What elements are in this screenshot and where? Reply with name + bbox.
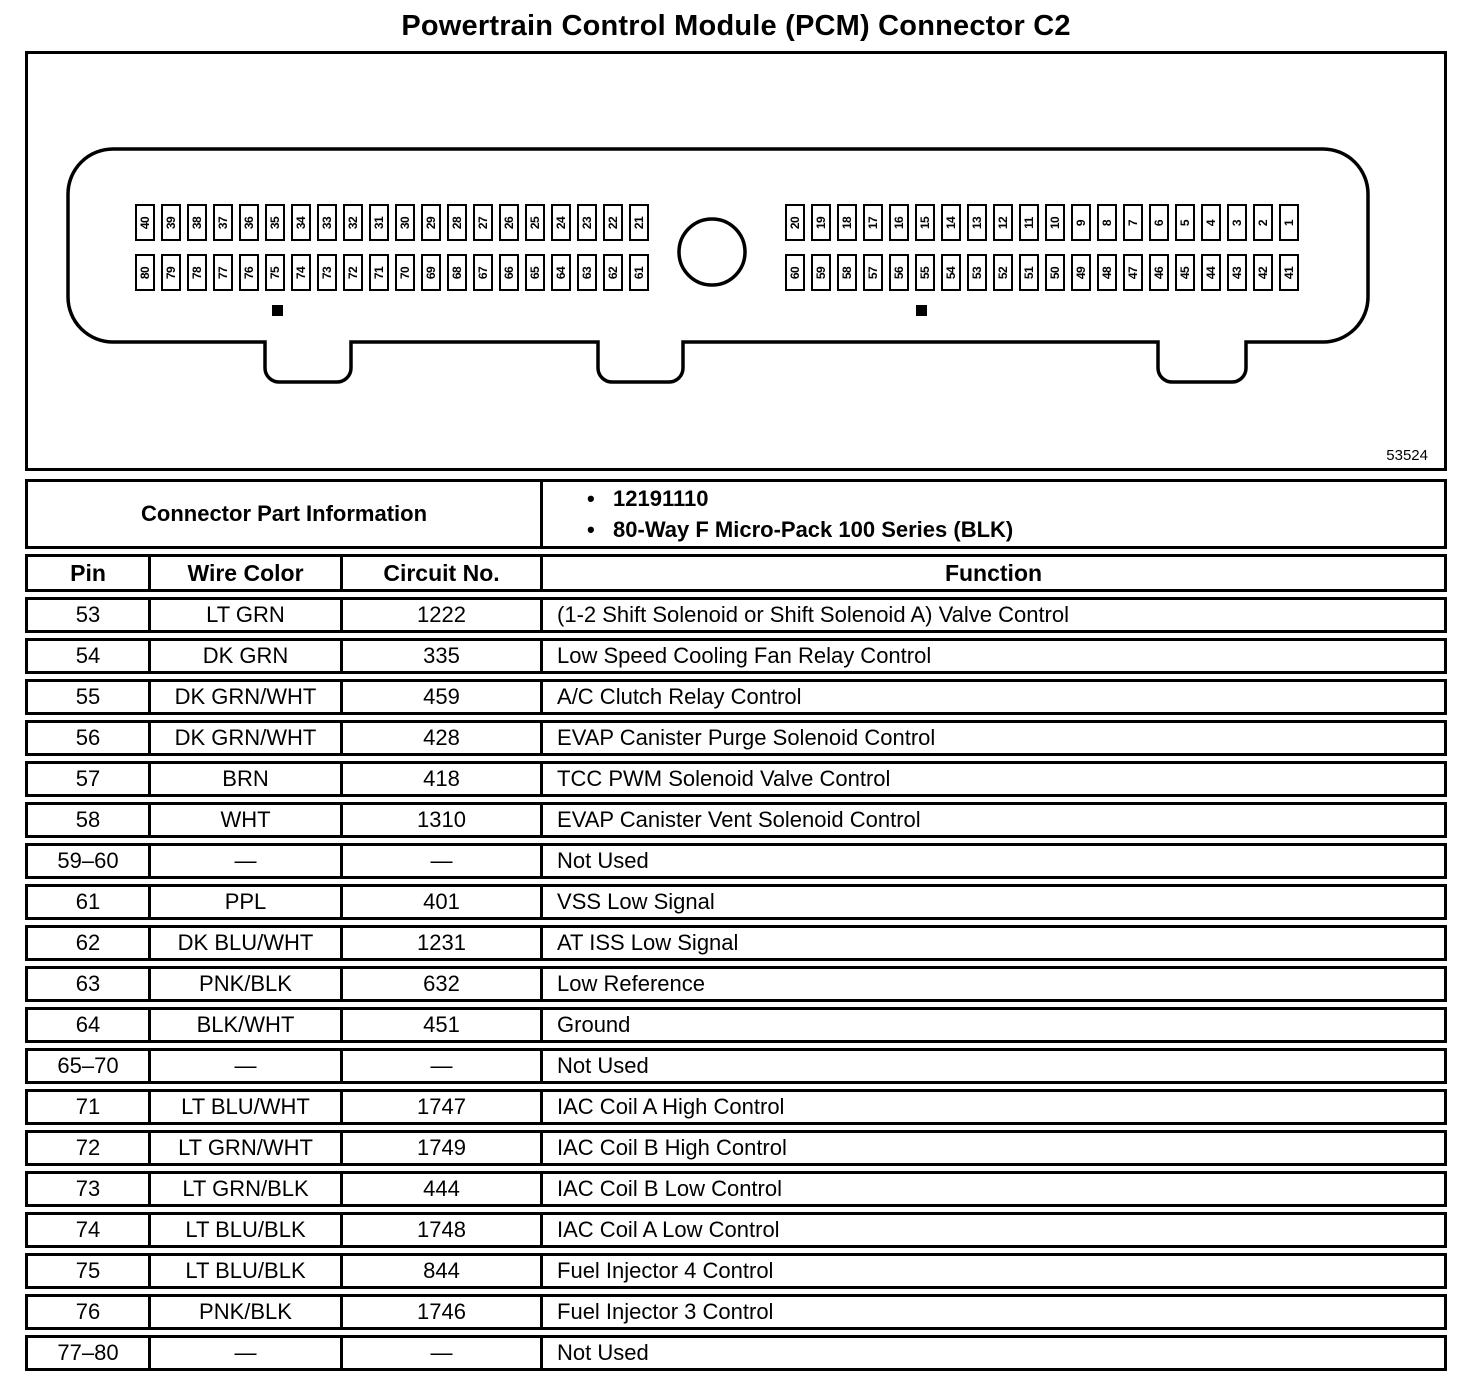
pin-67 [473, 254, 493, 291]
pin-23 [577, 204, 597, 241]
pin-cell: 57 [25, 761, 151, 797]
wire-color-cell: LT GRN/WHT [151, 1130, 343, 1166]
pin-number: 7 [1126, 219, 1140, 226]
pin-31 [369, 204, 389, 241]
circuit-no-cell: 1749 [343, 1130, 543, 1166]
pin-79 [161, 254, 181, 291]
pin-7 [1123, 204, 1143, 241]
pin-cell: 55 [25, 679, 151, 715]
pin-17 [863, 204, 883, 241]
pin-76 [239, 254, 259, 291]
table-row [25, 720, 1447, 756]
table-row [25, 679, 1447, 715]
pin-57 [863, 254, 883, 291]
pin-number: 24 [553, 216, 568, 229]
pin-45 [1175, 254, 1195, 291]
pin-number: 53 [969, 266, 984, 279]
column-header-function: Function [543, 554, 1447, 592]
function-cell: Fuel Injector 4 Control [543, 1253, 1447, 1289]
pin-30 [395, 204, 415, 241]
pin-number: 43 [1229, 266, 1244, 279]
pin-cell: 62 [25, 925, 151, 961]
pin-73 [317, 254, 337, 291]
pin-60 [785, 254, 805, 291]
wire-color-cell: DK GRN/WHT [151, 720, 343, 756]
pin-cell: 56 [25, 720, 151, 756]
connector-series-text: 80-Way F Micro-Pack 100 Series (BLK) [613, 517, 1014, 542]
bullet-icon: • [587, 486, 595, 511]
connector-keyway-circle [679, 219, 745, 285]
circuit-no-cell: 632 [343, 966, 543, 1002]
pin-38 [187, 204, 207, 241]
wire-color-cell: PNK/BLK [151, 966, 343, 1002]
bullet-icon: • [587, 517, 595, 542]
wire-color-cell: DK GRN [151, 638, 343, 674]
pin-74 [291, 254, 311, 291]
wire-color-cell: DK GRN/WHT [151, 679, 343, 715]
table-row [25, 1130, 1447, 1166]
function-cell: AT ISS Low Signal [543, 925, 1447, 961]
pin-55 [915, 254, 935, 291]
pin-25 [525, 204, 545, 241]
pin-number: 15 [917, 216, 932, 229]
pin-number: 64 [553, 266, 568, 279]
page-title: Powertrain Control Module (PCM) Connector C2 [401, 10, 1071, 42]
pin-number: 14 [943, 216, 958, 229]
circuit-no-cell: 844 [343, 1253, 543, 1289]
function-cell: IAC Coil A Low Control [543, 1212, 1447, 1248]
wire-color-cell: — [151, 1335, 343, 1371]
pin-number: 21 [631, 216, 646, 229]
table-row [25, 966, 1447, 1002]
pin-44 [1201, 254, 1221, 291]
pin-row-left-bottom [135, 254, 649, 291]
pin-number: 74 [293, 266, 308, 279]
pin-number: 12 [995, 216, 1010, 229]
pin-number: 2 [1256, 219, 1270, 226]
pin-number: 8 [1100, 219, 1114, 226]
circuit-no-cell: 1231 [343, 925, 543, 961]
pin-14 [941, 204, 961, 241]
pin-number: 16 [891, 216, 906, 229]
function-cell: IAC Coil B Low Control [543, 1171, 1447, 1207]
table-row [25, 1253, 1447, 1289]
pin-cell: 74 [25, 1212, 151, 1248]
pin-70 [395, 254, 415, 291]
pin-number: 37 [215, 216, 230, 229]
figure-number: 53524 [1386, 447, 1428, 464]
pin-5 [1175, 204, 1195, 241]
pin-78 [187, 254, 207, 291]
table-row [25, 802, 1447, 838]
circuit-no-cell: 1222 [343, 597, 543, 633]
pin-51 [1019, 254, 1039, 291]
wire-color-cell: LT BLU/WHT [151, 1089, 343, 1125]
pin-number: 65 [527, 266, 542, 279]
pin-41 [1279, 254, 1299, 291]
pin-number: 34 [293, 216, 308, 229]
pin-26 [499, 204, 519, 241]
function-cell: A/C Clutch Relay Control [543, 679, 1447, 715]
part-info-bullets [543, 479, 1447, 549]
pin-40 [135, 204, 155, 241]
pin-number: 50 [1047, 266, 1062, 279]
pin-number: 79 [163, 266, 178, 279]
pin-number: 22 [605, 216, 620, 229]
pin-47 [1123, 254, 1143, 291]
pin-cell: 53 [25, 597, 151, 633]
pin-number: 58 [839, 266, 854, 279]
pin-52 [993, 254, 1013, 291]
pin-21 [629, 204, 649, 241]
wire-color-cell: PPL [151, 884, 343, 920]
circuit-no-cell: 428 [343, 720, 543, 756]
pin-number: 39 [163, 216, 178, 229]
pin-69 [421, 254, 441, 291]
pin-71 [369, 254, 389, 291]
table-row [25, 925, 1447, 961]
circuit-no-cell: — [343, 843, 543, 879]
pin-number: 31 [371, 216, 386, 229]
circuit-no-cell: 459 [343, 679, 543, 715]
pin-number: 45 [1177, 266, 1192, 279]
function-cell: Not Used [543, 1335, 1447, 1371]
pin-number: 69 [423, 266, 438, 279]
pin-64 [551, 254, 571, 291]
pin-number: 61 [631, 266, 646, 279]
pin-27 [473, 204, 493, 241]
table-row [25, 1089, 1447, 1125]
pin-33 [317, 204, 337, 241]
pin-1 [1279, 204, 1299, 241]
pin-18 [837, 204, 857, 241]
function-cell: TCC PWM Solenoid Valve Control [543, 761, 1447, 797]
pin-50 [1045, 254, 1065, 291]
index-mark-left [272, 305, 283, 316]
wire-color-cell: LT BLU/BLK [151, 1253, 343, 1289]
pin-number: 47 [1125, 266, 1140, 279]
pin-number: 57 [865, 266, 880, 279]
wire-color-cell: BRN [151, 761, 343, 797]
function-cell: Ground [543, 1007, 1447, 1043]
pin-37 [213, 204, 233, 241]
pin-number: 78 [189, 266, 204, 279]
table-row [25, 761, 1447, 797]
pin-number: 42 [1255, 266, 1270, 279]
pin-cell: 71 [25, 1089, 151, 1125]
table-row [25, 884, 1447, 920]
circuit-no-cell: 444 [343, 1171, 543, 1207]
pin-number: 6 [1152, 219, 1166, 226]
circuit-no-cell: 451 [343, 1007, 543, 1043]
pin-number: 66 [501, 266, 516, 279]
table-row [25, 1048, 1447, 1084]
pin-number: 41 [1281, 266, 1296, 279]
pin-number: 5 [1178, 219, 1192, 226]
pin-13 [967, 204, 987, 241]
pin-number: 63 [579, 266, 594, 279]
pin-number: 25 [527, 216, 542, 229]
pin-number: 3 [1230, 219, 1244, 226]
pin-cell: 77–80 [25, 1335, 151, 1371]
table-row [25, 843, 1447, 879]
pin-cell: 72 [25, 1130, 151, 1166]
pin-number: 59 [813, 266, 828, 279]
pin-number: 48 [1099, 266, 1114, 279]
pin-number: 19 [813, 216, 828, 229]
pin-65 [525, 254, 545, 291]
pin-number: 55 [917, 266, 932, 279]
column-header-pin: Pin [25, 554, 151, 592]
pin-cell: 65–70 [25, 1048, 151, 1084]
circuit-no-cell: 1748 [343, 1212, 543, 1248]
pin-number: 68 [449, 266, 464, 279]
pin-36 [239, 204, 259, 241]
index-mark-right [916, 305, 927, 316]
pin-4 [1201, 204, 1221, 241]
pin-29 [421, 204, 441, 241]
pin-19 [811, 204, 831, 241]
pin-10 [1045, 204, 1065, 241]
pin-number: 40 [137, 216, 152, 229]
connector-series [587, 514, 1440, 545]
pin-number: 35 [267, 216, 282, 229]
pin-59 [811, 254, 831, 291]
pin-number: 67 [475, 266, 490, 279]
pin-20 [785, 204, 805, 241]
pin-row-left-top [135, 204, 649, 241]
function-cell: (1-2 Shift Solenoid or Shift Solenoid A) Valve Control [543, 597, 1447, 633]
pin-number: 38 [189, 216, 204, 229]
circuit-no-cell: 401 [343, 884, 543, 920]
pin-number: 20 [787, 216, 802, 229]
pin-table [25, 474, 1447, 1376]
part-info-title: Connector Part Information [25, 479, 543, 549]
pin-68 [447, 254, 467, 291]
function-cell: Low Reference [543, 966, 1447, 1002]
wire-color-cell: — [151, 843, 343, 879]
pin-number: 46 [1151, 266, 1166, 279]
function-cell: VSS Low Signal [543, 884, 1447, 920]
wire-color-cell: LT GRN/BLK [151, 1171, 343, 1207]
pin-number: 28 [449, 216, 464, 229]
pin-46 [1149, 254, 1169, 291]
pin-number: 72 [345, 266, 360, 279]
pin-cell: 63 [25, 966, 151, 1002]
pin-number: 80 [137, 266, 152, 279]
pin-number: 13 [969, 216, 984, 229]
pin-cell: 64 [25, 1007, 151, 1043]
pin-table-body [25, 597, 1447, 1371]
pin-cell: 59–60 [25, 843, 151, 879]
function-cell: EVAP Canister Purge Solenoid Control [543, 720, 1447, 756]
pin-43 [1227, 254, 1247, 291]
part-number-text: 12191110 [613, 486, 709, 511]
pin-number: 75 [267, 266, 282, 279]
pin-35 [265, 204, 285, 241]
pin-32 [343, 204, 363, 241]
function-cell: Not Used [543, 843, 1447, 879]
pin-number: 77 [215, 266, 230, 279]
pin-table-wrap [25, 474, 1447, 1376]
column-header-row [25, 554, 1447, 592]
pin-2 [1253, 204, 1273, 241]
pin-62 [603, 254, 623, 291]
pin-48 [1097, 254, 1117, 291]
pin-number: 1 [1282, 219, 1296, 226]
circuit-no-cell: — [343, 1048, 543, 1084]
pin-number: 49 [1073, 266, 1088, 279]
part-number [587, 483, 1440, 514]
pin-24 [551, 204, 571, 241]
wire-color-cell: LT BLU/BLK [151, 1212, 343, 1248]
pin-number: 9 [1074, 219, 1088, 226]
pin-cell: 73 [25, 1171, 151, 1207]
pin-number: 60 [787, 266, 802, 279]
function-cell: EVAP Canister Vent Solenoid Control [543, 802, 1447, 838]
pin-number: 11 [1022, 216, 1036, 229]
pin-number: 26 [501, 216, 516, 229]
pin-39 [161, 204, 181, 241]
pin-15 [915, 204, 935, 241]
pin-6 [1149, 204, 1169, 241]
pin-28 [447, 204, 467, 241]
pin-cell: 61 [25, 884, 151, 920]
pin-number: 18 [839, 216, 854, 229]
circuit-no-cell: 1310 [343, 802, 543, 838]
function-cell: Fuel Injector 3 Control [543, 1294, 1447, 1330]
pin-16 [889, 204, 909, 241]
table-row [25, 597, 1447, 633]
pin-number: 71 [371, 266, 386, 279]
pin-number: 44 [1203, 266, 1218, 279]
circuit-no-cell: — [343, 1335, 543, 1371]
pin-number: 36 [241, 216, 256, 229]
wire-color-cell: DK BLU/WHT [151, 925, 343, 961]
pin-11 [1019, 204, 1039, 241]
pin-61 [629, 254, 649, 291]
table-row [25, 1212, 1447, 1248]
table-row [25, 638, 1447, 674]
pin-number: 33 [319, 216, 334, 229]
part-info-row [25, 479, 1447, 549]
table-row [25, 1294, 1447, 1330]
pin-77 [213, 254, 233, 291]
wire-color-cell: PNK/BLK [151, 1294, 343, 1330]
pin-66 [499, 254, 519, 291]
pin-80 [135, 254, 155, 291]
pin-number: 32 [345, 216, 360, 229]
pin-12 [993, 204, 1013, 241]
function-cell: IAC Coil B High Control [543, 1130, 1447, 1166]
table-row [25, 1007, 1447, 1043]
pin-22 [603, 204, 623, 241]
pin-number: 52 [995, 266, 1010, 279]
column-header-wire-color: Wire Color [151, 554, 343, 592]
pin-number: 51 [1021, 266, 1036, 279]
circuit-no-cell: 418 [343, 761, 543, 797]
table-row [25, 1171, 1447, 1207]
pin-row-right-top [785, 204, 1299, 241]
circuit-no-cell: 1746 [343, 1294, 543, 1330]
circuit-no-cell: 335 [343, 638, 543, 674]
pin-54 [941, 254, 961, 291]
pin-number: 27 [475, 216, 490, 229]
wire-color-cell: — [151, 1048, 343, 1084]
wire-color-cell: WHT [151, 802, 343, 838]
connector-diagram-box [25, 51, 1447, 471]
pin-cell: 54 [25, 638, 151, 674]
pin-row-right-bottom [785, 254, 1299, 291]
pin-number: 70 [397, 266, 412, 279]
pin-34 [291, 204, 311, 241]
pin-number: 30 [397, 216, 412, 229]
pin-cell: 58 [25, 802, 151, 838]
function-cell: Not Used [543, 1048, 1447, 1084]
column-header-circuit-no: Circuit No. [343, 554, 543, 592]
wire-color-cell: BLK/WHT [151, 1007, 343, 1043]
pin-number: 56 [891, 266, 906, 279]
pin-number: 76 [241, 266, 256, 279]
pin-3 [1227, 204, 1247, 241]
pin-49 [1071, 254, 1091, 291]
pin-number: 73 [319, 266, 334, 279]
pin-number: 17 [865, 216, 880, 229]
circuit-no-cell: 1747 [343, 1089, 543, 1125]
pin-number: 23 [579, 216, 594, 229]
function-cell: Low Speed Cooling Fan Relay Control [543, 638, 1447, 674]
pin-56 [889, 254, 909, 291]
pin-number: 54 [943, 266, 958, 279]
wire-color-cell: LT GRN [151, 597, 343, 633]
table-row [25, 1335, 1447, 1371]
function-cell: IAC Coil A High Control [543, 1089, 1447, 1125]
pin-75 [265, 254, 285, 291]
pin-72 [343, 254, 363, 291]
pin-cell: 76 [25, 1294, 151, 1330]
pin-42 [1253, 254, 1273, 291]
pin-number: 10 [1047, 216, 1062, 229]
pin-63 [577, 254, 597, 291]
pin-58 [837, 254, 857, 291]
pin-8 [1097, 204, 1117, 241]
pin-number: 29 [423, 216, 438, 229]
pin-53 [967, 254, 987, 291]
pin-9 [1071, 204, 1091, 241]
pin-cell: 75 [25, 1253, 151, 1289]
pin-number: 62 [605, 266, 620, 279]
pin-number: 4 [1204, 219, 1218, 226]
